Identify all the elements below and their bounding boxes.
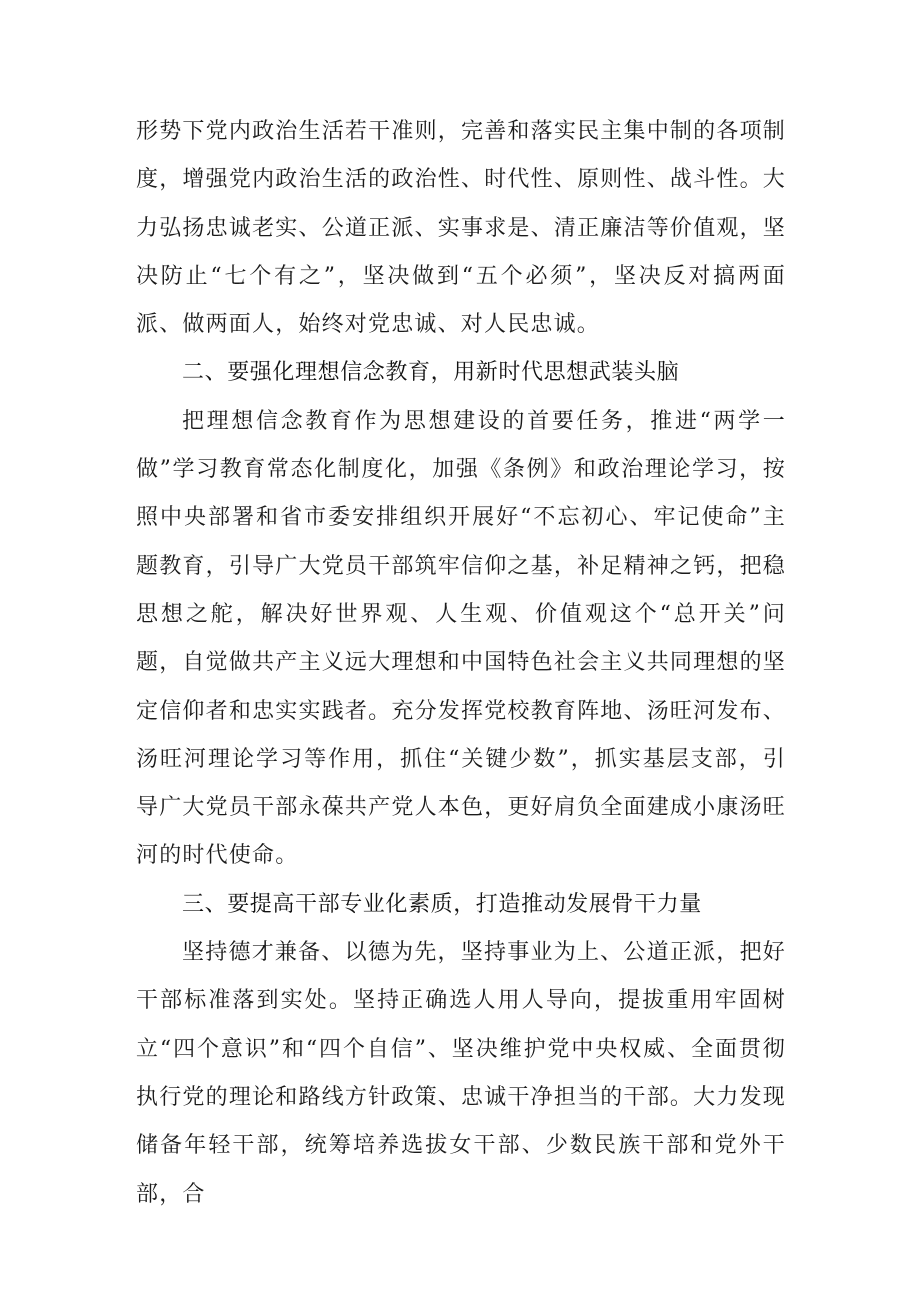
paragraph-cadre-quality: 坚持德才兼备、以德为先，坚持事业为上、公道正派，把好干部标准落到实处。坚持正确选人用人导向，提拔重用牢固树立“四个意识”和“四个自信”、坚决维护党中央权威、全面贯彻执行党的理论和路线方针政策、忠诚干净担当的干部。大力发现储备年轻干部，统筹培养选拔女干部、少数民族干部和党外干部，合 xyxy=(136,940,786,1207)
section-heading-3: 三、要提高干部专业化素质，打造推动发展骨干力量 xyxy=(182,891,702,917)
document-body xyxy=(136,108,786,1219)
paragraph-ideals-education: 把理想信念教育作为思想建设的首要任务，推进“两学一做”学习教育常态化制度化，加强《条例》和政治理论学习，按照中央部署和省市委安排组织开展好“不忘初心、牢记使命”主题教育，引导广大党员干部筑牢信仰之基，补足精神之钙，把稳思想之舵，解决好世界观、人生观、价值观这个“总开关”问题，自觉做共产主义远大理想和中国特色社会主义共同理想的坚定信仰者和忠实实践者。充分发挥党校教育阵地、汤旺河发布、汤旺河理论学习等作用，抓住“关键少数”，抓实基层支部，引导广大党员干部永葆共产党人本色，更好肩负全面建成小康汤旺河的时代使命。 xyxy=(136,408,786,869)
paragraph-continuation: 形势下党内政治生活若干准则，完善和落实民主集中制的各项制度，增强党内政治生活的政治性、时代性、原则性、战斗性。大力弘扬忠诚老实、公道正派、实事求是、清正廉洁等价值观，坚决防止“七个有之”，坚决做到“五个必须”，坚决反对搞两面派、做两面人，始终对党忠诚、对人民忠诚。 xyxy=(136,119,786,338)
section-heading-2: 二、要强化理想信念教育，用新时代思想武装头脑 xyxy=(182,360,680,386)
